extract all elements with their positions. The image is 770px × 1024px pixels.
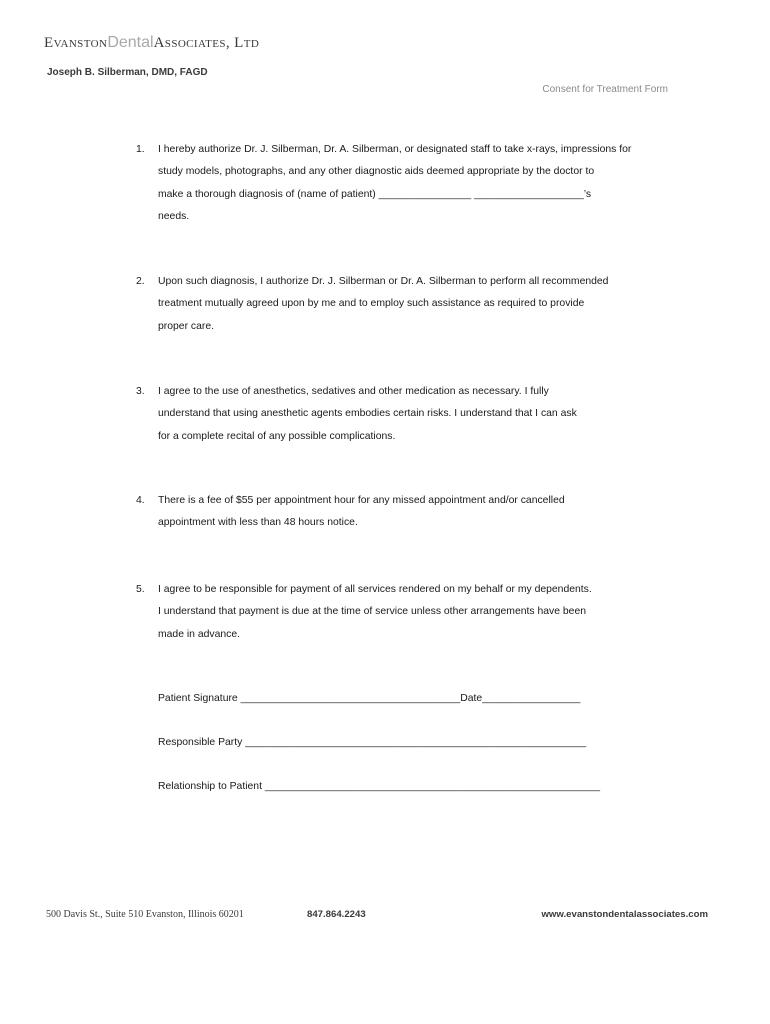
item-line: I agree to be responsible for payment of all services rendered on my behalf or my dependents.: [158, 584, 592, 595]
item-number: 2.: [136, 276, 145, 287]
practice-letterhead: [44, 34, 259, 52]
footer-website[interactable]: www.evanstondentalassociates.com: [541, 909, 708, 920]
footer-phone: 847.864.2243: [307, 909, 366, 920]
item-number: 3.: [136, 386, 145, 397]
item-number: 1.: [136, 144, 145, 155]
item-number: 5.: [136, 584, 145, 595]
practice-name-part3: Associates, Ltd: [153, 35, 260, 51]
item-line: There is a fee of $55 per appointment hour for any missed appointment and/or cancelled: [158, 495, 565, 506]
form-title: Consent for Treatment Form: [542, 84, 668, 95]
item-line: I agree to the use of anesthetics, sedatives and other medication as necessary. I fully: [158, 386, 549, 397]
consent-item-2: [136, 271, 696, 338]
consent-item-4: [136, 490, 696, 535]
responsible-party-line[interactable]: Responsible Party ___________________________________________________________: [158, 737, 587, 748]
practice-name-part2: Dental: [107, 34, 154, 51]
consent-item-5: [136, 579, 696, 646]
item-line: made in advance.: [158, 628, 241, 640]
item-line: study models, photographs, and any other diagnostic aids deemed appropriate by the doctor to: [158, 166, 595, 178]
consent-item-3: [136, 381, 696, 448]
practice-name-part1: Evanston: [44, 35, 108, 51]
item-number: 4.: [136, 495, 145, 506]
doctor-name: Joseph B. Silberman, DMD, FAGD: [47, 67, 208, 78]
relationship-to-patient-line[interactable]: Relationship to Patient __________________________________________________________: [158, 781, 601, 792]
item-line: needs.: [158, 210, 190, 222]
item-line: for a complete recital of any possible complications.: [158, 430, 396, 442]
patient-signature-line[interactable]: Patient Signature ______________________________________Date_________________: [158, 693, 581, 704]
item-line: I hereby authorize Dr. J. Silberman, Dr. A. Silberman, or designated staff to take x-rays, impressions for: [158, 144, 632, 155]
item-line: make a thorough diagnosis of (name of patient) ________________ ___________________’s: [158, 188, 592, 200]
item-line: treatment mutually agreed upon by me and to employ such assistance as required to provide: [158, 298, 585, 310]
item-line: I understand that payment is due at the time of service unless other arrangements have been: [158, 606, 586, 618]
consent-item-1: [136, 139, 696, 228]
item-line: proper care.: [158, 320, 215, 332]
footer-address: 500 Davis St., Suite 510 Evanston, Illinois 60201: [46, 909, 244, 920]
item-line: Upon such diagnosis, I authorize Dr. J. Silberman or Dr. A. Silberman to perform all recommended: [158, 276, 609, 287]
item-line: appointment with less than 48 hours notice.: [158, 517, 358, 529]
item-line: understand that using anesthetic agents embodies certain risks. I understand that I can ask: [158, 408, 577, 420]
